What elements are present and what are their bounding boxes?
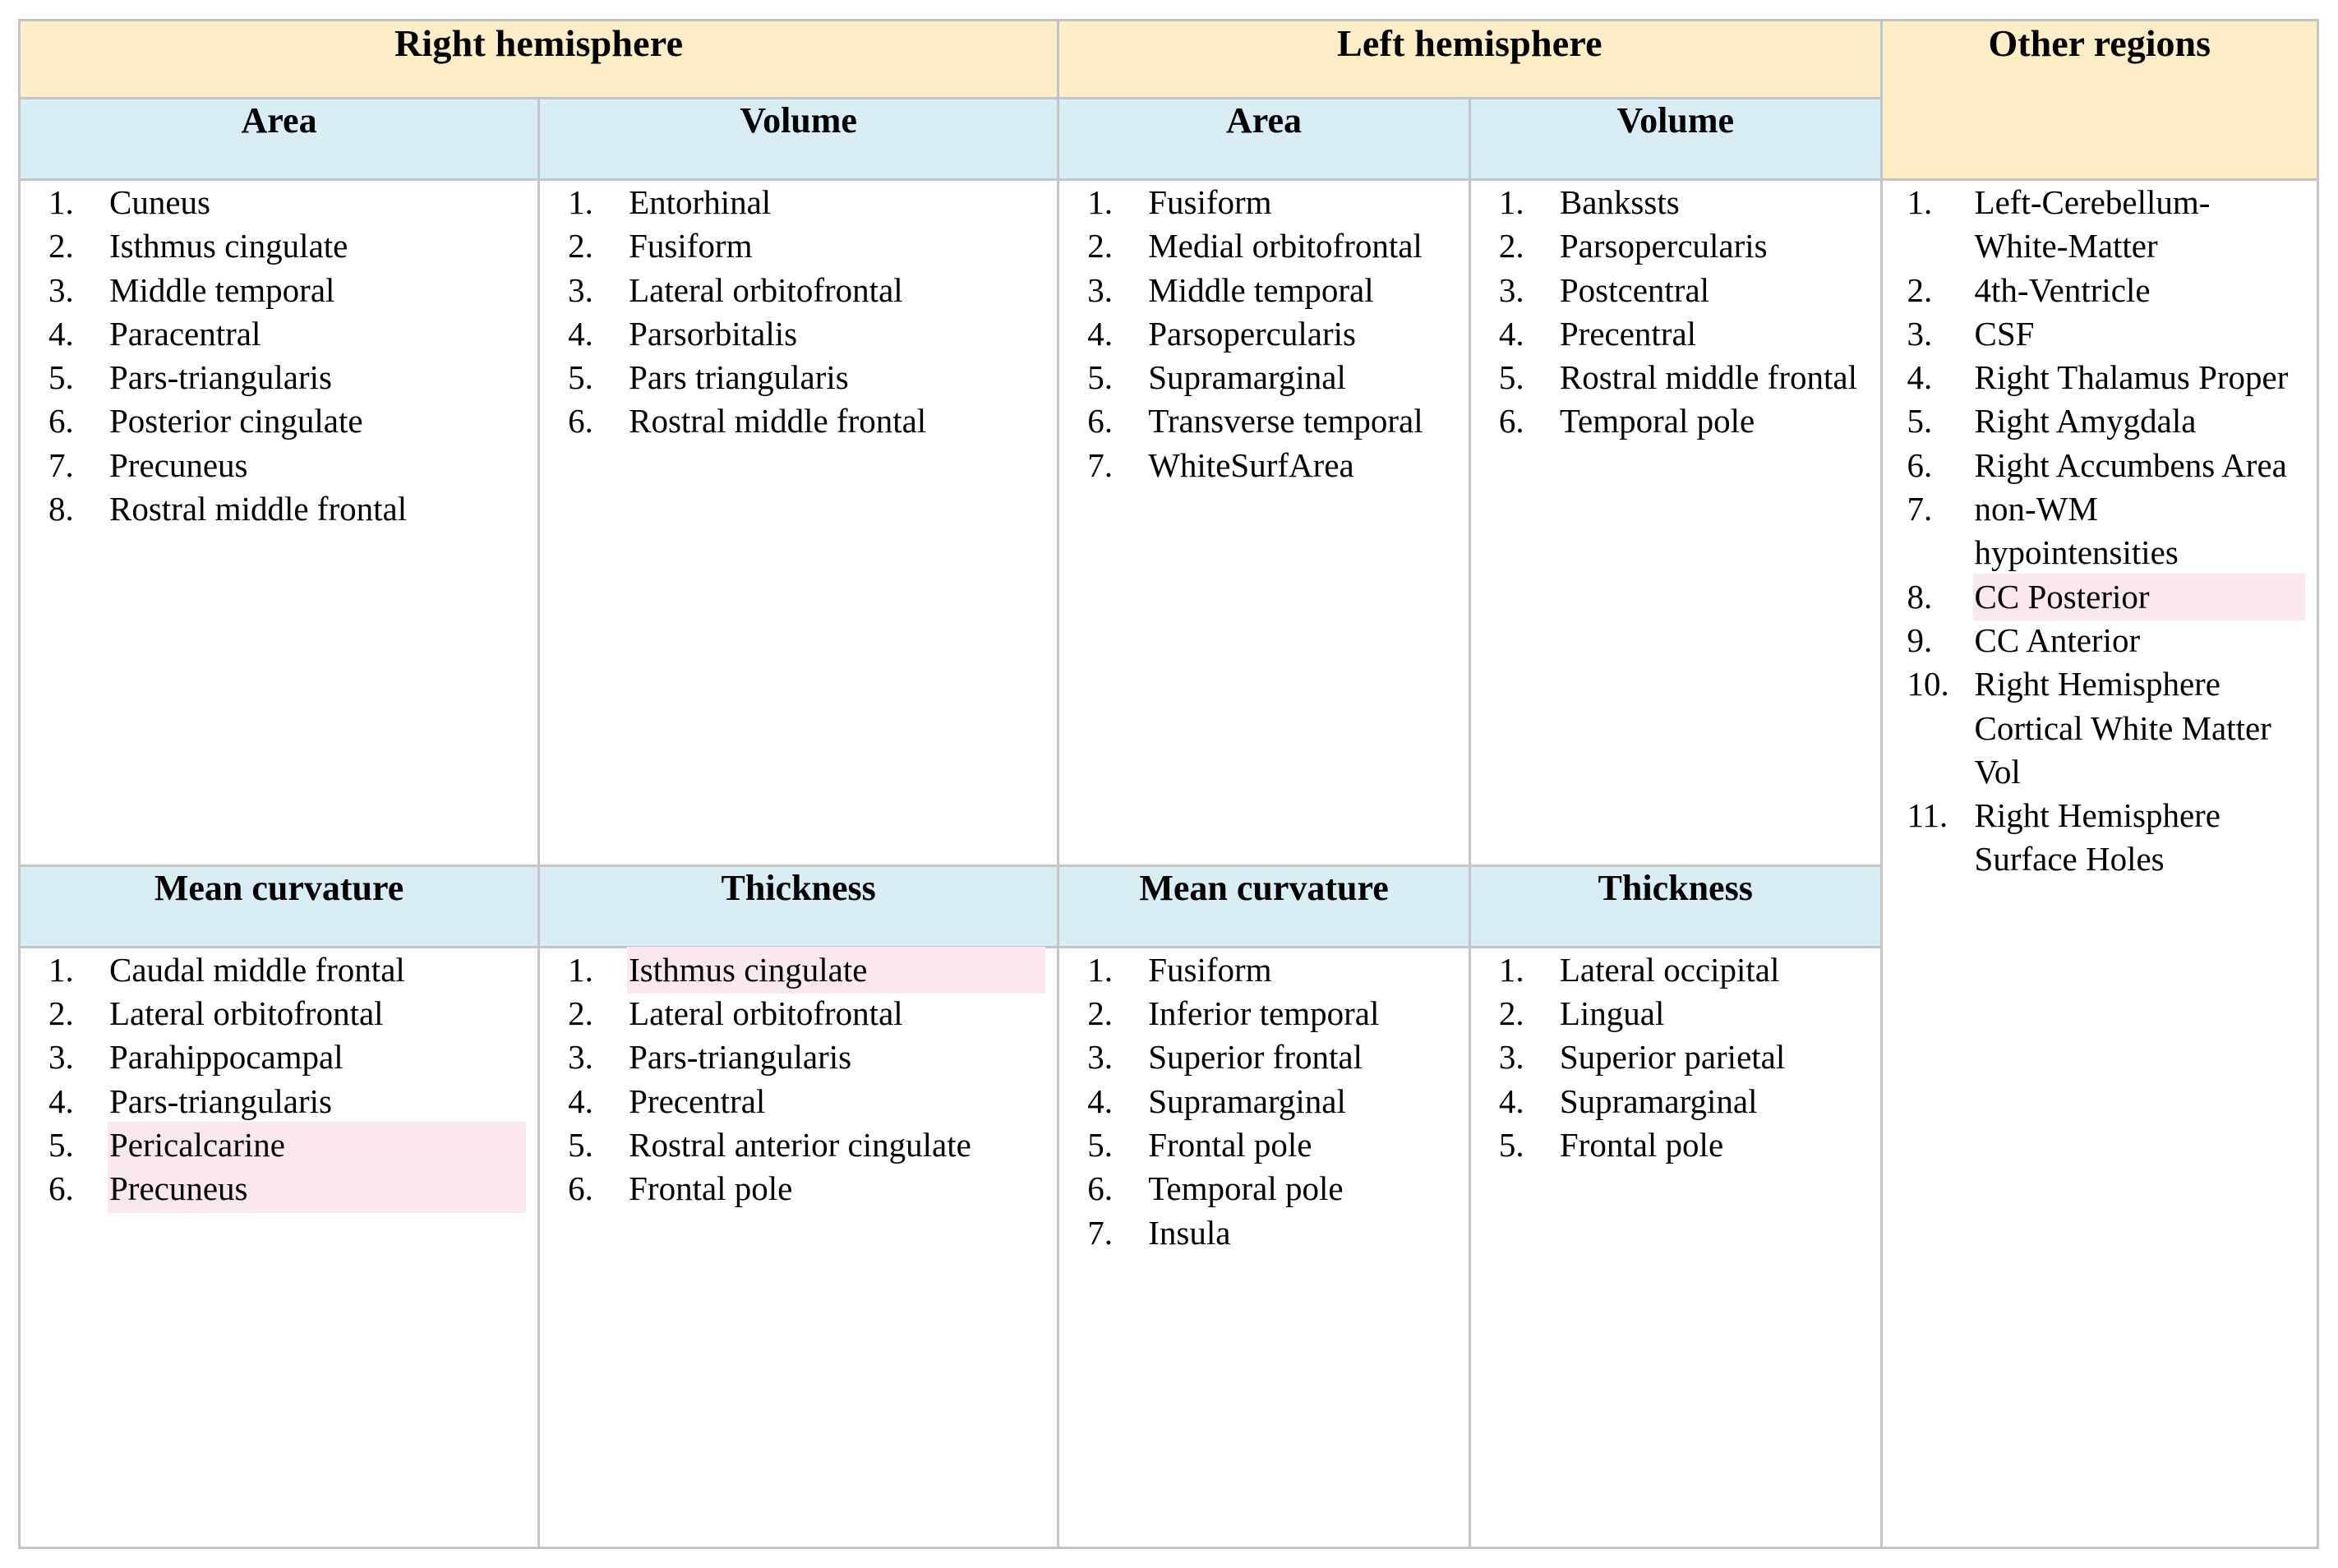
list-item <box>1907 794 2303 882</box>
list-item-number: 4. <box>1087 314 1113 353</box>
list-item <box>48 1080 524 1123</box>
list-item-number: 1. <box>1907 183 1933 221</box>
group-header-right-hemisphere: Right hemisphere <box>20 21 1058 99</box>
list-item <box>1907 444 2303 487</box>
list-item-label: CSF <box>1974 314 2035 353</box>
list-item-number: 3. <box>1087 270 1113 309</box>
list-item <box>48 269 524 312</box>
table-head <box>20 21 2318 180</box>
list-item-label: Frontal pole <box>1148 1125 1312 1164</box>
list-item <box>48 399 524 443</box>
cell-rh-volume <box>539 180 1058 866</box>
list-item <box>1087 312 1455 356</box>
list-item-label: Parahippocampal <box>109 1038 344 1077</box>
list-item-number: 2. <box>48 994 74 1033</box>
list-item-number: 1. <box>48 183 74 221</box>
list-item <box>1907 181 2303 269</box>
list-item-label: Precentral <box>629 1081 766 1120</box>
list-item-number: 5. <box>48 358 74 397</box>
list-item-label: Right Hemisphere Cortical White Matter Vol <box>1974 665 2271 791</box>
list-item-label: Right Hemisphere Surface Holes <box>1974 796 2221 879</box>
list-item <box>48 487 524 531</box>
list-item-label: non-WM hypointensities <box>1974 490 2179 572</box>
list-item-label: Posterior cingulate <box>109 402 363 440</box>
list-item <box>568 356 1044 399</box>
list-item <box>1087 1167 1455 1211</box>
list-item <box>1087 399 1455 443</box>
list-item-number: 2. <box>48 227 74 265</box>
list-item <box>1499 948 1867 992</box>
list-item-number: 4. <box>568 314 593 353</box>
list-item-number: 6. <box>568 402 593 440</box>
list-item <box>568 948 1044 992</box>
list-item <box>1087 444 1455 487</box>
list-item-number: 7. <box>1087 445 1113 484</box>
metric-header-rh-area: Area <box>20 99 539 180</box>
list-item-label: CC Anterior <box>1974 620 2141 659</box>
list-item <box>1087 948 1455 992</box>
list-item-number: 4. <box>1087 1081 1113 1120</box>
list-item-number: 3. <box>1498 270 1524 309</box>
list-item-number: 5. <box>1498 1125 1524 1164</box>
list-item-number: 4. <box>48 1081 74 1120</box>
list-item-number: 1. <box>1498 183 1524 221</box>
brain-region-feature-table <box>18 19 2319 1549</box>
list-item <box>1087 224 1455 268</box>
metric-header-lh-mean-curvature: Mean curvature <box>1058 865 1470 947</box>
list-item-label: Right Accumbens Area <box>1974 445 2287 484</box>
list-item-label: Pars-triangularis <box>109 1081 332 1120</box>
list-item-label: Supramarginal <box>1559 1081 1758 1120</box>
list-item-label: Temporal pole <box>1148 1169 1344 1208</box>
list-item-label: Precentral <box>1559 314 1697 353</box>
list-rh-area <box>21 181 537 531</box>
list-item-label: Parsopercularis <box>1559 227 1768 265</box>
list-item-number: 6. <box>1498 402 1524 440</box>
list-item-label: Lingual <box>1559 994 1665 1033</box>
list-item-number: 1. <box>1087 183 1113 221</box>
list-other-regions <box>1883 181 2317 882</box>
list-item-number: 9. <box>1907 620 1933 659</box>
list-item-label: Fusiform <box>1148 183 1272 221</box>
list-item-number: 1. <box>48 950 74 989</box>
list-item-number: 1. <box>568 950 593 989</box>
list-row-1 <box>20 180 2318 866</box>
list-item-label: WhiteSurfArea <box>1148 445 1354 484</box>
list-item-number: 4. <box>568 1081 593 1120</box>
list-item-number: 7. <box>48 445 74 484</box>
list-item-label-highlighted: Pericalcarine <box>109 1123 524 1167</box>
list-item <box>1907 575 2303 619</box>
list-item-label: Medial orbitofrontal <box>1148 227 1423 265</box>
group-header-left-hemisphere: Left hemisphere <box>1058 21 1881 99</box>
list-item <box>1499 399 1867 443</box>
list-item-label: Middle temporal <box>109 270 335 309</box>
list-item <box>568 399 1044 443</box>
list-item-number: 3. <box>48 1038 74 1077</box>
list-item-number: 4. <box>1498 314 1524 353</box>
list-item-label: Left-Cerebellum-White-Matter <box>1974 183 2211 265</box>
list-item-number: 3. <box>1907 314 1933 353</box>
list-item-number: 6. <box>568 1169 593 1208</box>
list-item-label: Fusiform <box>1148 950 1272 989</box>
list-item <box>568 1035 1044 1079</box>
cell-lh-area <box>1058 180 1470 866</box>
list-item-number: 2. <box>1498 227 1524 265</box>
list-lh-mean-curvature <box>1059 948 1469 1255</box>
list-item-label: Lateral orbitofrontal <box>629 270 903 309</box>
list-item <box>48 1123 524 1167</box>
list-item-label: 4th-Ventricle <box>1974 270 2151 309</box>
list-item <box>48 1035 524 1079</box>
list-item <box>1499 312 1867 356</box>
list-item-number: 3. <box>1498 1038 1524 1077</box>
cell-lh-mean-curvature <box>1058 947 1470 1547</box>
metric-header-lh-volume: Volume <box>1469 99 1881 180</box>
list-lh-thickness <box>1471 948 1880 1167</box>
list-item <box>1087 992 1455 1035</box>
list-item-label: Lateral orbitofrontal <box>629 994 903 1033</box>
list-item-number: 5. <box>1498 358 1524 397</box>
list-item <box>1499 1123 1867 1167</box>
list-item <box>1499 1035 1867 1079</box>
list-item-label: Caudal middle frontal <box>109 950 405 989</box>
list-item <box>1499 181 1867 224</box>
metric-header-lh-area: Area <box>1058 99 1470 180</box>
list-item <box>568 181 1044 224</box>
list-item-number: 2. <box>568 994 593 1033</box>
list-rh-thickness <box>540 948 1057 1211</box>
list-item-number: 5. <box>48 1125 74 1164</box>
cell-other-regions <box>1881 180 2317 1548</box>
list-item-label: Frontal pole <box>629 1169 793 1208</box>
list-item-number: 2. <box>1498 994 1524 1033</box>
list-item-number: 3. <box>48 270 74 309</box>
list-item-number: 5. <box>1087 358 1113 397</box>
list-item <box>1907 662 2303 794</box>
cell-lh-volume <box>1469 180 1881 866</box>
list-item <box>1499 269 1867 312</box>
cell-rh-mean-curvature <box>20 947 539 1547</box>
cell-lh-thickness <box>1469 947 1881 1547</box>
list-item-label: Entorhinal <box>629 183 772 221</box>
list-rh-volume <box>540 181 1057 444</box>
metric-header-lh-thickness: Thickness <box>1469 865 1881 947</box>
list-item-label: Right Thalamus Proper <box>1974 358 2289 397</box>
list-item-label: Lateral occipital <box>1559 950 1780 989</box>
list-item <box>568 312 1044 356</box>
list-item-number: 2. <box>1087 227 1113 265</box>
list-item-label: Fusiform <box>629 227 753 265</box>
list-item-number: 7. <box>1087 1213 1113 1252</box>
list-item <box>48 224 524 268</box>
list-item-label: Precuneus <box>109 445 248 484</box>
list-item <box>48 948 524 992</box>
list-item-label: Superior frontal <box>1148 1038 1363 1077</box>
list-item-number: 6. <box>1087 1169 1113 1208</box>
table-body <box>20 180 2318 1548</box>
list-item-label-highlighted: CC Posterior <box>1975 575 2303 619</box>
list-item <box>568 1123 1044 1167</box>
metric-header-rh-mean-curvature: Mean curvature <box>20 865 539 947</box>
list-item <box>48 444 524 487</box>
list-item-label: Temporal pole <box>1559 402 1755 440</box>
list-item <box>1087 1211 1455 1255</box>
metric-header-rh-volume: Volume <box>539 99 1058 180</box>
list-lh-area <box>1059 181 1469 487</box>
list-item <box>568 1167 1044 1211</box>
list-item <box>1907 269 2303 312</box>
list-item-number: 5. <box>1087 1125 1113 1164</box>
list-item-number: 4. <box>1907 358 1933 397</box>
list-item <box>1907 619 2303 662</box>
list-lh-volume <box>1471 181 1880 444</box>
list-item <box>1907 399 2303 443</box>
list-item-number: 3. <box>1087 1038 1113 1077</box>
list-item-label: Paracentral <box>109 314 261 353</box>
list-item <box>48 356 524 399</box>
list-rh-mean-curvature <box>21 948 537 1211</box>
cell-rh-thickness <box>539 947 1058 1547</box>
list-item-label: Rostral anterior cingulate <box>629 1125 971 1164</box>
list-item-label: Bankssts <box>1559 183 1680 221</box>
list-item <box>48 992 524 1035</box>
list-item-number: 6. <box>48 402 74 440</box>
list-item-number: 6. <box>48 1169 74 1208</box>
list-item-label: Isthmus cingulate <box>109 227 348 265</box>
list-item-number: 1. <box>1498 950 1524 989</box>
list-item <box>1907 487 2303 575</box>
list-item <box>568 1080 1044 1123</box>
list-item <box>48 1167 524 1211</box>
list-item-label: Lateral orbitofrontal <box>109 994 384 1033</box>
list-item <box>1499 992 1867 1035</box>
list-item-label: Cuneus <box>109 183 210 221</box>
list-item-number: 6. <box>1907 445 1933 484</box>
list-item <box>568 269 1044 312</box>
list-item <box>1087 356 1455 399</box>
list-item <box>1907 312 2303 356</box>
list-item <box>48 312 524 356</box>
list-item-label: Parsopercularis <box>1148 314 1356 353</box>
cell-rh-area <box>20 180 539 866</box>
list-item-number: 4. <box>48 314 74 353</box>
list-item-label: Pars-triangularis <box>629 1038 852 1077</box>
list-item-label: Insula <box>1148 1213 1231 1252</box>
list-item-label: Supramarginal <box>1148 358 1346 397</box>
list-item-number: 5. <box>568 358 593 397</box>
list-item <box>1499 1080 1867 1123</box>
list-item-label: Parsorbitalis <box>629 314 798 353</box>
list-item <box>1087 1080 1455 1123</box>
group-header-row <box>20 21 2318 99</box>
list-item-number: 5. <box>1907 402 1933 440</box>
list-item-number: 3. <box>568 1038 593 1077</box>
list-item-number: 2. <box>1087 994 1113 1033</box>
list-item-label: Rostral middle frontal <box>629 402 927 440</box>
list-item-label: Rostral middle frontal <box>109 490 408 528</box>
list-item-label: Transverse temporal <box>1148 402 1423 440</box>
list-item-number: 8. <box>48 490 74 528</box>
list-item <box>568 224 1044 268</box>
list-item-label: Rostral middle frontal <box>1559 358 1857 397</box>
feature-table-container <box>18 19 2319 1549</box>
metric-header-rh-thickness: Thickness <box>539 865 1058 947</box>
list-item-number: 10. <box>1907 665 1949 703</box>
list-item-number: 2. <box>568 227 593 265</box>
list-item-number: 11. <box>1907 796 1948 835</box>
list-item <box>1499 356 1867 399</box>
list-item <box>1087 1035 1455 1079</box>
list-item-number: 2. <box>1907 270 1933 309</box>
list-item-number: 1. <box>1087 950 1113 989</box>
group-header-other-regions: Other regions <box>1881 21 2317 180</box>
list-item <box>1907 356 2303 399</box>
list-item-label: Pars-triangularis <box>109 358 332 397</box>
list-item <box>1087 1123 1455 1167</box>
list-item-number: 6. <box>1087 402 1113 440</box>
list-item-label: Inferior temporal <box>1148 994 1380 1033</box>
list-item <box>1499 224 1867 268</box>
list-item-number: 4. <box>1498 1081 1524 1120</box>
list-item-number: 7. <box>1907 490 1933 528</box>
list-item-number: 1. <box>568 183 593 221</box>
list-item-label-highlighted: Isthmus cingulate <box>629 948 1044 992</box>
list-item-label: Superior parietal <box>1559 1038 1786 1077</box>
list-item-number: 5. <box>568 1125 593 1164</box>
list-item-number: 8. <box>1907 577 1933 616</box>
list-item <box>1087 181 1455 224</box>
list-item-label: Supramarginal <box>1148 1081 1346 1120</box>
list-item <box>1087 269 1455 312</box>
list-item-number: 3. <box>568 270 593 309</box>
list-item-label: Pars triangularis <box>629 358 849 397</box>
list-item-label: Postcentral <box>1559 270 1710 309</box>
list-item-label: Right Amygdala <box>1974 402 2197 440</box>
list-item <box>48 181 524 224</box>
list-item-label: Middle temporal <box>1148 270 1374 309</box>
list-item-label: Frontal pole <box>1559 1125 1724 1164</box>
list-item-label-highlighted: Precuneus <box>109 1167 524 1211</box>
list-item <box>568 992 1044 1035</box>
